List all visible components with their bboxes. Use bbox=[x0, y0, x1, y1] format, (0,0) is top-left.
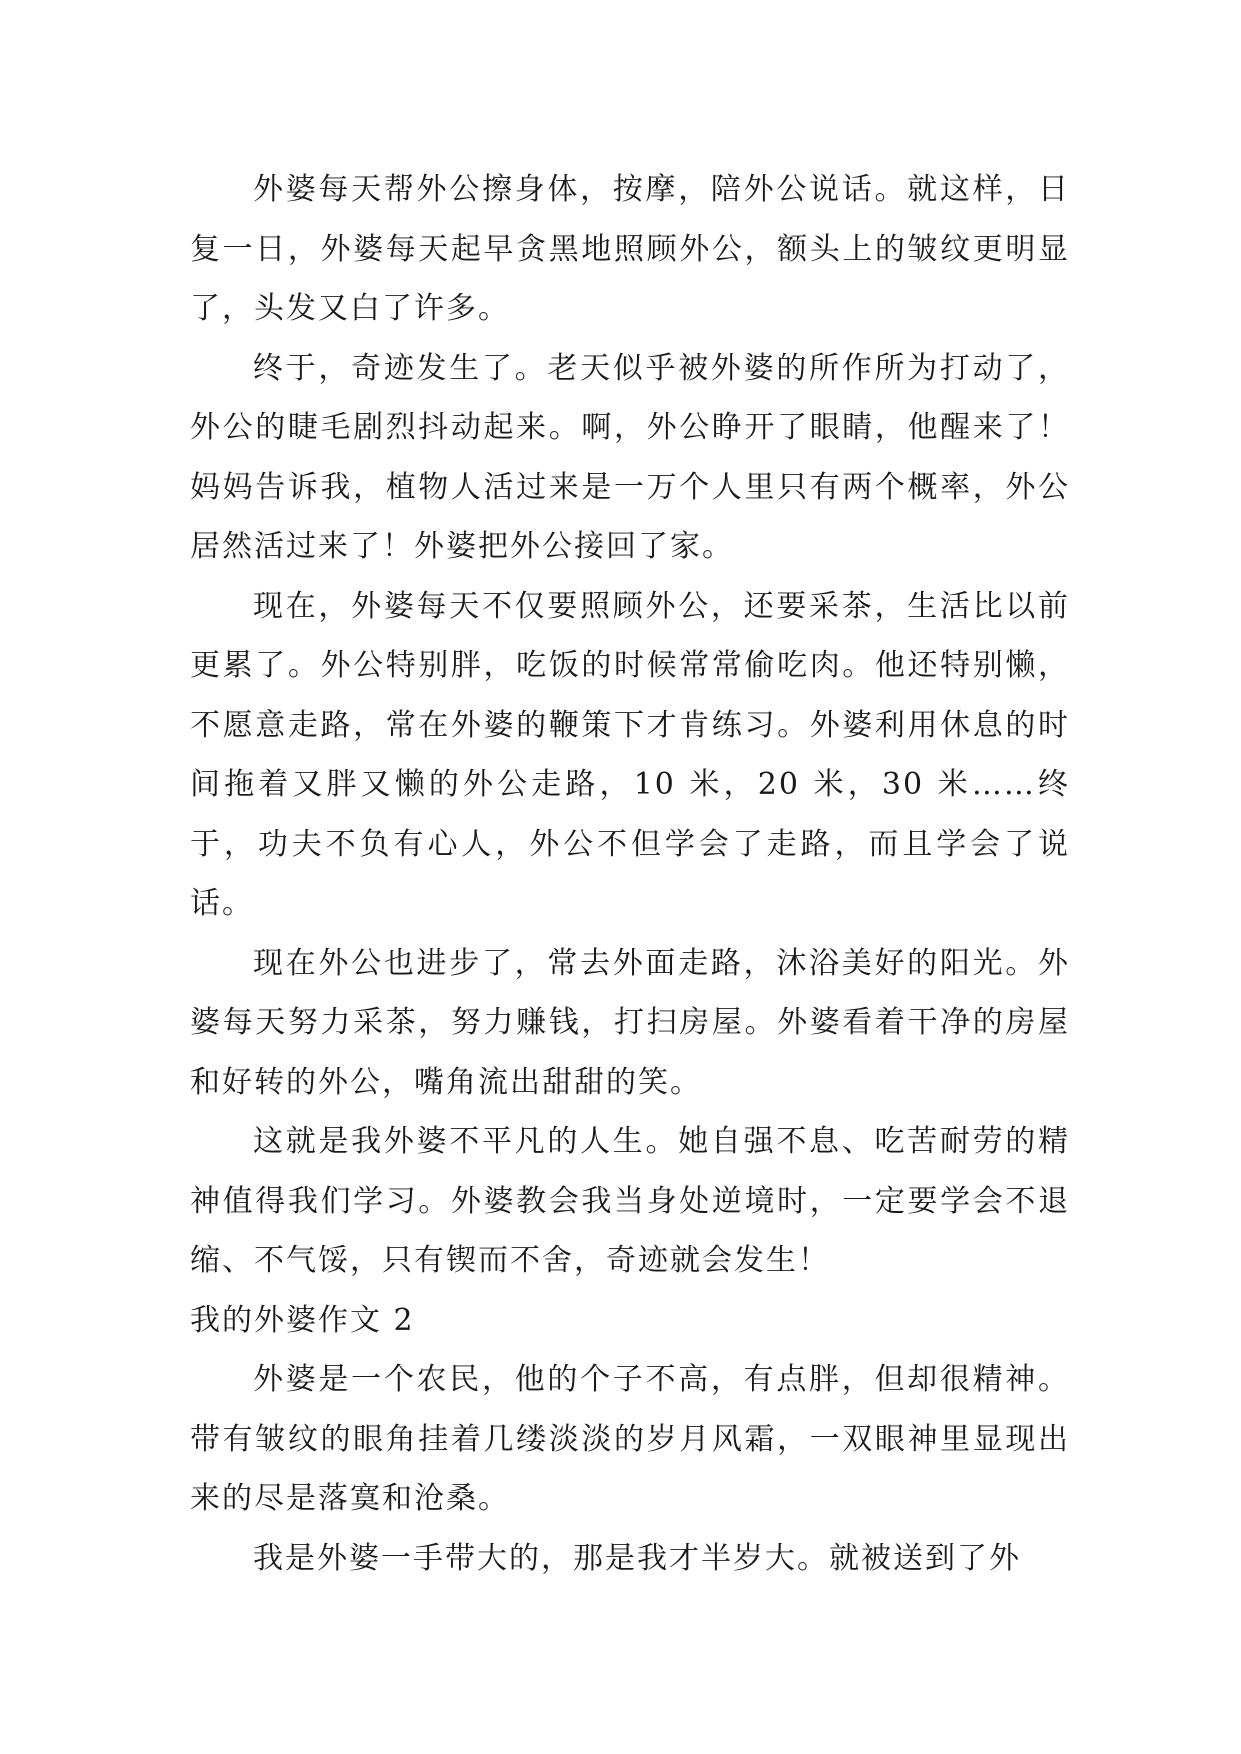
document-page bbox=[190, 160, 1070, 1588]
paragraph-3: 现在，外婆每天不仅要照顾外公，还要采茶，生活比以前更累了。外公特别胖，吃饭的时候常常偷吃肉。他还特别懒，不愿意走路，常在外婆的鞭策下才肯练习。外婆利用休息的时间拖着又胖又懒的外公走路，10 米，20 米，30 米……终于，功夫不负有心人，外公不但学会了走路，而且学会了说话。 bbox=[190, 588, 1070, 921]
paragraph-4: 现在外公也进步了，常去外面走路，沐浴美好的阳光。外婆每天努力采茶，努力赚钱，打扫房屋。外婆看着干净的房屋和好转的外公，嘴角流出甜甜的笑。 bbox=[190, 945, 1070, 1100]
paragraph-1: 外婆每天帮外公擦身体，按摩，陪外公说话。就这样，日复一日，外婆每天起早贪黑地照顾外公，额头上的皱纹更明显了，头发又白了许多。 bbox=[190, 172, 1070, 326]
paragraph-5: 这就是我外婆不平凡的人生。她自强不息、吃苦耐劳的精神值得我们学习。外婆教会我当身处逆境时，一定要学会不退缩、不气馁，只有锲而不舍，奇迹就会发生！ bbox=[190, 1124, 1070, 1278]
paragraph-6: 外婆是一个农民，他的个子不高，有点胖，但却很精神。带有皱纹的眼角挂着几缕淡淡的岁月风霜，一双眼神里显现出来的尽是落寞和沧桑。 bbox=[190, 1362, 1070, 1516]
paragraph-7: 我是外婆一手带大的，那是我才半岁大。就被送到了外 bbox=[253, 1540, 1021, 1576]
section-heading: 我的外婆作文 2 bbox=[190, 1302, 415, 1338]
paragraph-2: 终于，奇迹发生了。老天似乎被外婆的所作所为打动了，外公的睫毛剧烈抖动起来。啊，外公睁开了眼睛，他醒来了！妈妈告诉我，植物人活过来是一万个人里只有两个概率，外公居然活过来了！外婆把外公接回了家。 bbox=[190, 350, 1070, 564]
